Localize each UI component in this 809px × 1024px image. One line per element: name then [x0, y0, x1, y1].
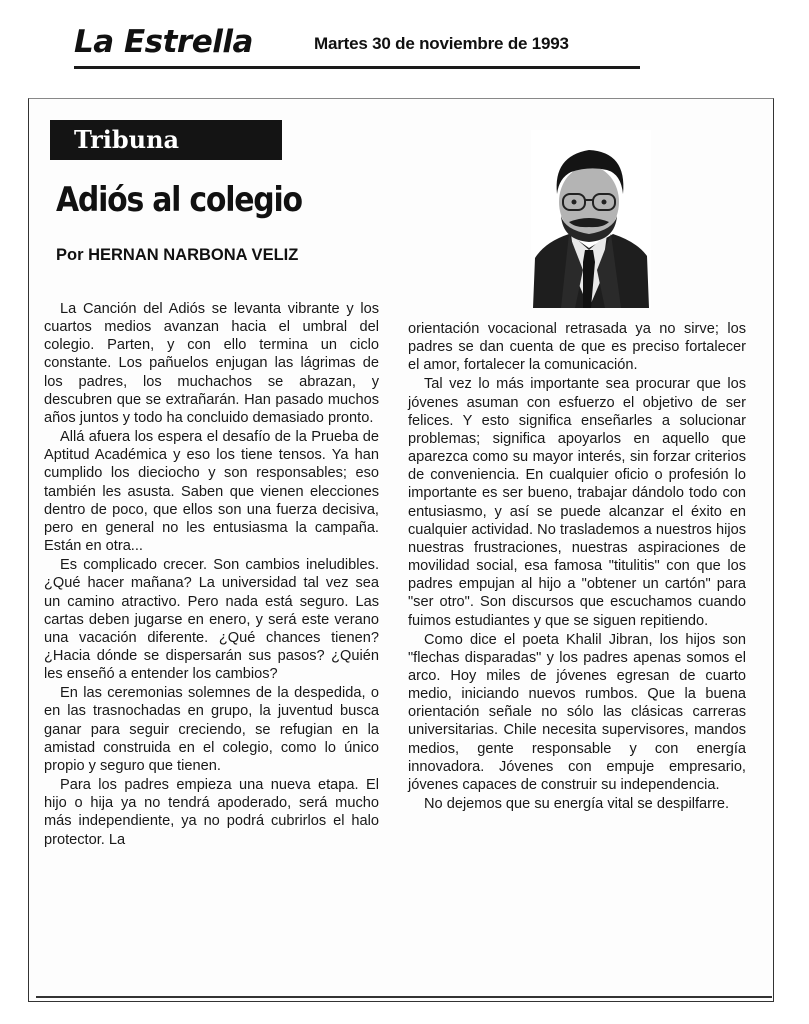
author-portrait: [531, 130, 651, 308]
article-title: Adiós al colegio: [56, 180, 302, 220]
author-portrait-illustration: [531, 130, 651, 308]
paragraph: Es complicado crecer. Son cambios ineludibles. ¿Qué hacer mañana? La universidad tal vez sea un camino atractivo. Pero nada está seguro. Las cartas deben jugarse en enero, y será este verano una vacación diferente. ¿Qué chances tienen? ¿Hacia dónde se dispersarán sus pasos? ¿Quién les enseñó a entender los cambios?: [44, 557, 379, 683]
paragraph: Para los padres empieza una nueva etapa. El hijo o hija ya no tendrá apoderado, será mucho más independiente, ya no podrá cubrirlos el halo protector. La: [44, 777, 379, 848]
article-column-left: [44, 300, 379, 849]
masthead: [74, 18, 640, 69]
paragraph: La Canción del Adiós se levanta vibrante y los cuartos medios avanzan hacia el umbral del colegio. Parten, y con ello termina un ciclo constante. Los pañuelos enjugan las lágrimas de los padres, los muchachos se abrazan, y descubren que se extrañarán. Han pasado muchos años juntos y todo ha concluido demasiado pronto.: [44, 301, 379, 426]
clipping-bottom-rule: [36, 996, 772, 998]
paragraph: No dejemos que su energía vital se despilfarre.: [424, 796, 730, 813]
publication-date: Martes 30 de noviembre de 1993: [314, 34, 569, 53]
article-byline: Por HERNAN NARBONA VELIZ: [56, 246, 299, 264]
paragraph: Tal vez lo más importante sea procurar que los jóvenes asuman con esfuerzo el objetivo de ser felices. Y esto significa enseñarles a solucionar problemas; significa apoyarlos en aquello que aparezca como su mayor interés, sin forzar criterios de conveniencia. En cualquier oficio o profesión lo importante es ser bueno, trabajar dándolo todo con entusiasmo, y así se puede alcanzar el éxito en cualquier actividad. No traslademos a nuestros hijos nuestras frustraciones, nuestras aspiraciones de movilidad social, esa famosa "titulitis" con que los padres empujan al hijo a "obtener un cartón" para "ser otro". Son discursos que escuchamos cuando fuimos estudiantes y que se siguen repitiendo.: [408, 376, 746, 629]
paragraph: Allá afuera los espera el desafío de la Prueba de Aptitud Académica y eso los tiene tensos. Ya han cumplido los dieciocho y son responsables; eso también les asusta. Saben que vienen elecciones dentro de poco, que ellos son una fuerza decisiva, pero en general no les entusiasma la campaña. Están en otra...: [44, 429, 379, 555]
paragraph: Como dice el poeta Khalil Jibran, los hijos son "flechas disparadas" y los padres apenas somos el arco. Hoy miles de jóvenes egresan de cuarto medio, iniciando nuevos rumbos. Que la buena orientación señale no sólo las clásicas carreras universitarias. Chile necesita supervisores, mandos medios, gente responsable y con energía innovadora. Jóvenes con empuje empresario, jóvenes capaces de construir su independencia.: [408, 631, 746, 793]
paragraph-continuation: orientación vocacional retrasada ya no sirve; los padres se dan cuenta de que es preciso fortalecer el amor, fortalecer la comunicación.: [408, 321, 746, 374]
article-column-right: [408, 320, 746, 813]
paragraph: En las ceremonias solemnes de la despedida, o en las trasnochadas en grupo, la juventud busca ganar para seguir creciendo, se refugian en la amistad construida en el colegio, como lo único propio y seguro que tienen.: [44, 685, 379, 774]
newspaper-name: La Estrella: [74, 24, 253, 60]
section-label: Tribuna: [50, 120, 282, 160]
